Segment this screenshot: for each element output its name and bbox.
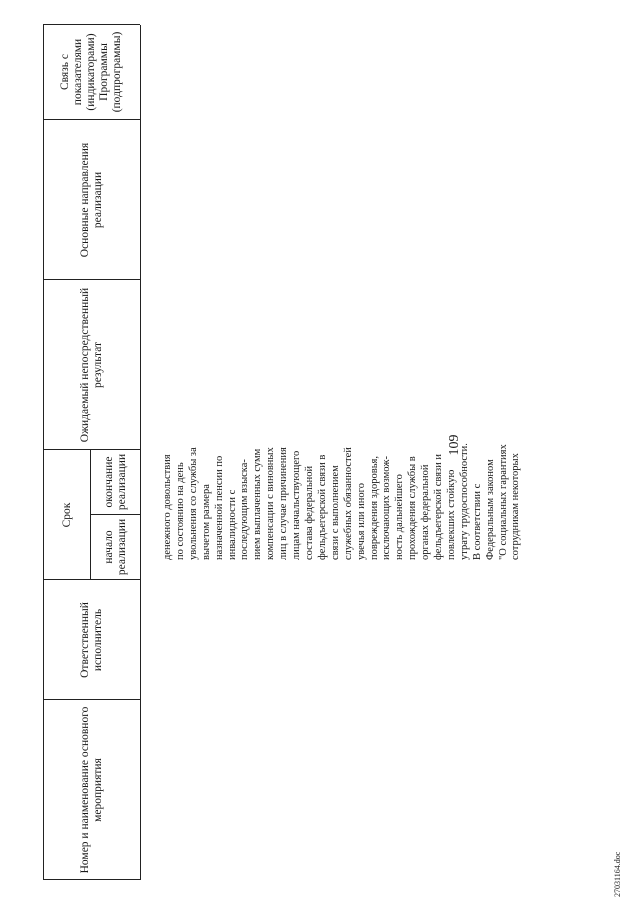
header-start: начало реализации bbox=[102, 518, 128, 576]
table-line-col1-right bbox=[43, 699, 140, 700]
text-line: Федеральным законом bbox=[484, 459, 496, 560]
text-line: исключающих возмож- bbox=[381, 456, 393, 560]
table-line-top bbox=[43, 25, 44, 880]
text-line: служебных обязанностей bbox=[342, 447, 354, 560]
table-line-deadline-right bbox=[43, 449, 140, 450]
text-line: связи с выполнением bbox=[329, 465, 341, 560]
text-line: прохождения службы в bbox=[407, 456, 419, 560]
text-line: назначенной пенсии по bbox=[213, 455, 225, 560]
table-line-deadline-split bbox=[90, 450, 91, 580]
text-line: фельдъегерской связи и bbox=[433, 453, 445, 560]
text-line: нием выплаченных сумм bbox=[252, 448, 264, 560]
text-line: лицам начальствующего bbox=[291, 450, 303, 560]
table-line-col2-right bbox=[43, 579, 140, 580]
table-line-start-end bbox=[90, 514, 140, 515]
text-line: компенсации с виновных bbox=[265, 447, 277, 560]
table-line-directions-right bbox=[43, 119, 140, 120]
table-line-left bbox=[43, 879, 140, 880]
header-end: окончание реализации bbox=[102, 453, 128, 511]
header-deadline: Срок bbox=[60, 502, 73, 528]
text-line: денежного довольствия bbox=[162, 454, 173, 560]
text-line: последующим взыска- bbox=[239, 459, 251, 560]
text-line: по состоянию на день bbox=[174, 462, 186, 560]
table-line-result-right bbox=[43, 279, 140, 280]
directions-cell-text bbox=[162, 410, 523, 560]
text-line: увечья или иного bbox=[355, 483, 367, 560]
text-line: В соответствии с bbox=[471, 483, 483, 560]
text-line: утрату трудоспособности. bbox=[458, 443, 470, 560]
text-line: "О социальных гарантиях bbox=[497, 444, 509, 560]
header-responsible-executor: Ответственный исполнитель bbox=[79, 602, 104, 678]
text-line: органах федеральной bbox=[420, 464, 432, 560]
text-line: фельдъегерской связи в bbox=[316, 454, 328, 560]
text-line: повлекших стойкую bbox=[445, 469, 457, 560]
header-activity-number-name: Номер и наименование основного мероприятия bbox=[79, 706, 104, 874]
text-line: лиц в случае причинения bbox=[278, 447, 290, 560]
text-line: сотрудникам некоторых bbox=[510, 453, 522, 560]
text-line: увольнения со службы за bbox=[187, 447, 199, 560]
header-expected-result: Ожидаемый непосредственный результат bbox=[79, 287, 104, 443]
text-line: инвалидности с bbox=[226, 489, 238, 560]
header-main-directions: Основные направления реализации bbox=[79, 142, 104, 258]
footer-doc-code: 27031164.doc bbox=[613, 851, 622, 897]
text-line: ность дальнейшего bbox=[394, 474, 406, 560]
page-number: 109 bbox=[447, 434, 462, 456]
header-indicators-link: Связь с показателями (индикаторами) Программы (подпрограммы) bbox=[58, 31, 123, 113]
table-line-right bbox=[43, 24, 140, 25]
text-line: повреждения здоровья, bbox=[368, 456, 380, 560]
text-line: вычетом размера bbox=[200, 484, 212, 560]
text-line: состава федеральной bbox=[303, 465, 315, 560]
table-line-header-bottom bbox=[140, 25, 141, 880]
